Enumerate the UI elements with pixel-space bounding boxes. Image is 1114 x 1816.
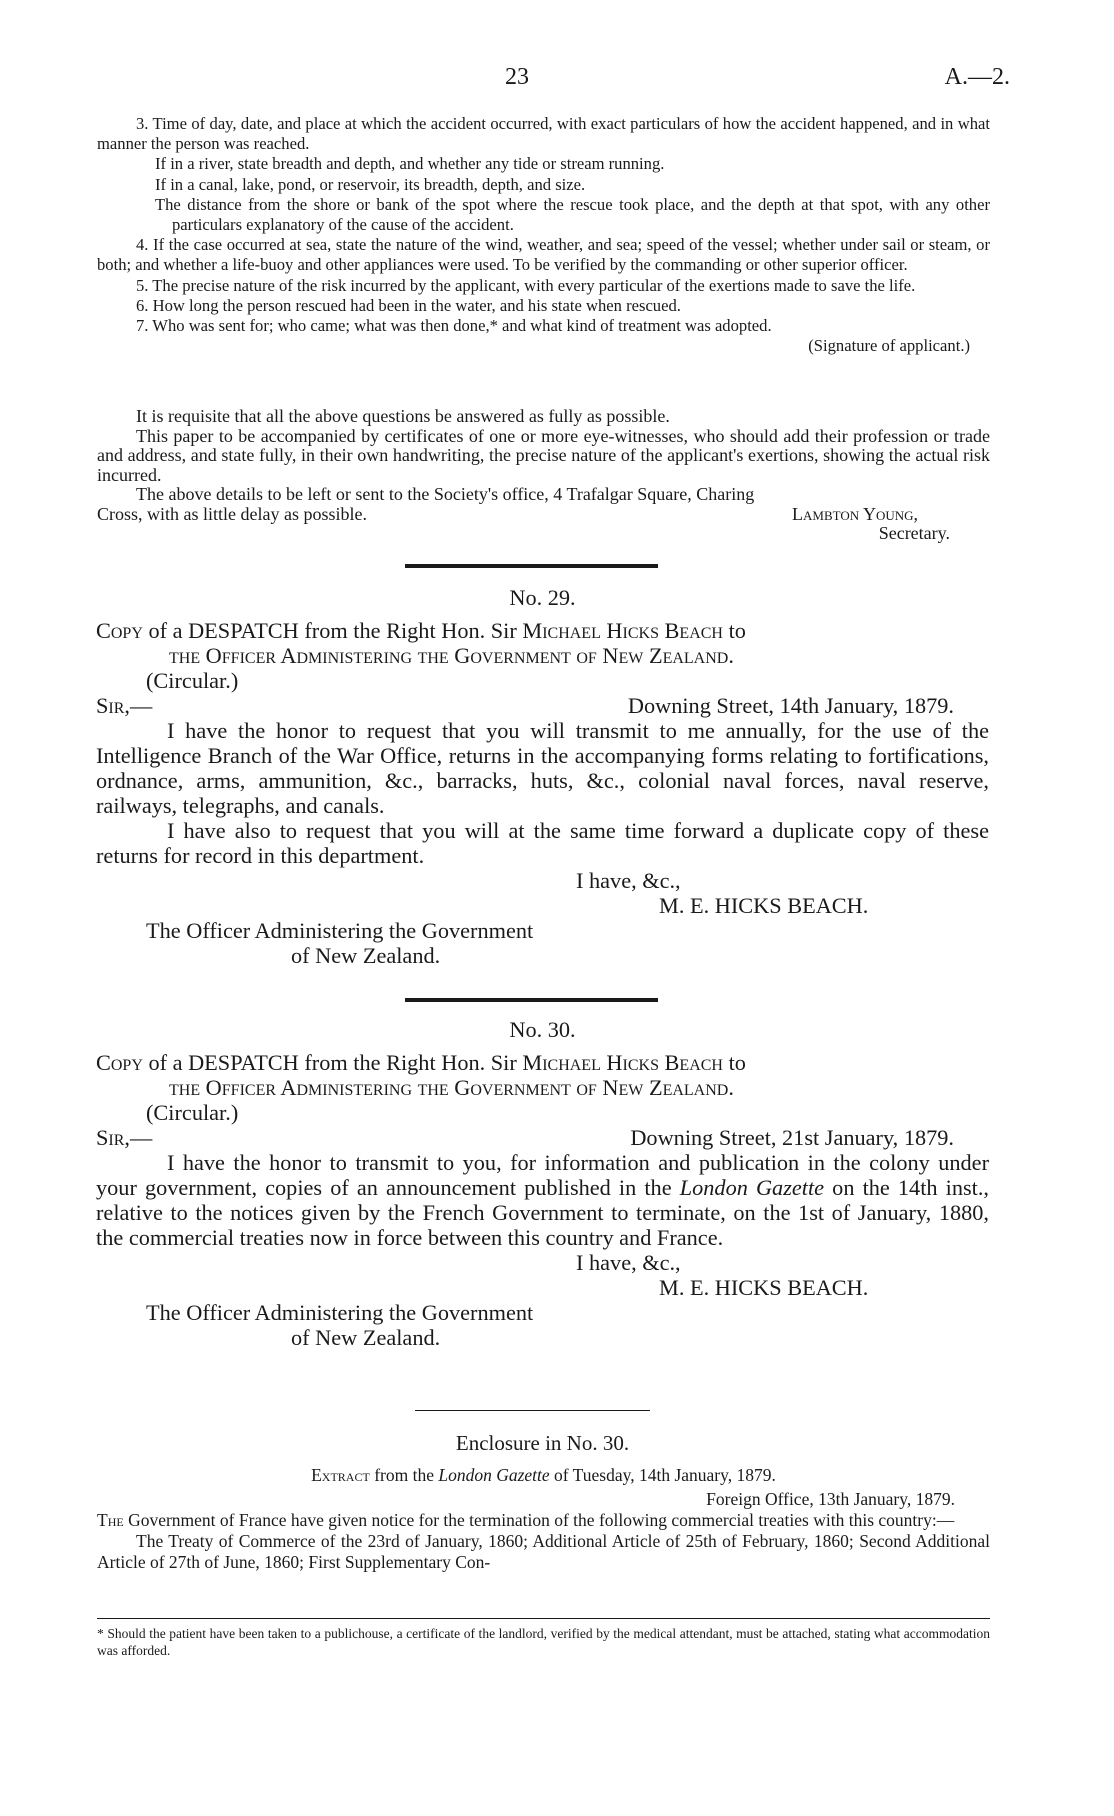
despatch-30-title-line-1: Copy of a DESPATCH from the Right Hon. Sir Michael Hicks Beach to (96, 1050, 746, 1075)
despatch-30-salutation: Sir,— (96, 1125, 153, 1150)
despatch-30-number: No. 30. (509, 1017, 576, 1042)
details-line-1: The above details to be left or sent to the Society's office, 4 Trafalgar Square, Charing (136, 484, 755, 504)
despatch-30-title-line-2: the Officer Administering the Government of New Zealand. (169, 1075, 734, 1100)
signer-title: Secretary. (878, 523, 950, 543)
instruction-item-3: 3. Time of day, date, and place at which the accident occurred, with exact particulars of how the accident happened, and in what manner the person was reached. (97, 114, 990, 154)
instruction-distance: The distance from the shore or bank of the spot where the rescue took place, and the depth at that spot, with any other particulars explanatory of the cause of the accident. (155, 194, 990, 235)
despatch-29-signature: M. E. HICKS BEACH. (659, 893, 869, 918)
details-line-2-row (97, 505, 990, 525)
despatch-30-body: I have the honor to transmit to you, for information and publication in the colony under your government, copies of an announcement published in the London Gazette on the 14th inst., relative to the notices given by the French Government to terminate, on the 1st of January, 1880, the commercial treaties now in force between this country and France. (96, 1150, 990, 1250)
instruction-item-5: 5. The precise nature of the risk incurred by the applicant, with every particular of the exertions made to save the life. (136, 275, 916, 295)
despatch-29-title-line-2: the Officer Administering the Government of New Zealand. (169, 643, 734, 668)
despatch-29-addressee-1: The Officer Administering the Government (146, 918, 534, 943)
enclosure-block (97, 1465, 990, 1573)
despatch-29-closing: I have, &c., (576, 868, 681, 893)
enclosure-paragraph-1: The Government of France have given notice for the termination of the following commercial treaties with this country:— (97, 1510, 955, 1530)
document-reference: A.—2. (944, 64, 1010, 90)
despatch-30-salutation-row (96, 1125, 989, 1150)
despatch-29-place-date: Downing Street, 14th January, 1879. (627, 693, 954, 718)
accompany-text: This paper to be accompanied by certificates of one or more eye-witnesses, who should add their profession or trade and address, and state fully, in their own handwriting, the precise nature of the applicant's exertions, showing the actual risk incurred. (97, 425, 990, 485)
despatch-29-body-1: I have the honor to request that you will transmit to me annually, for the use of the Intelligence Branch of the War Office, returns in the accompanying forms relating to fortifications, ordnance, arms, ammunition, &c., barracks, huts, &c., colonial naval forces, naval reserve, railways, telegraphs, and canals. (96, 718, 989, 818)
despatch-29-circular: (Circular.) (146, 668, 239, 693)
instructions-block (97, 114, 990, 356)
section-divider-2 (405, 998, 658, 1002)
signature-of-applicant: (Signature of applicant.) (808, 336, 970, 356)
footnote-divider (97, 1618, 990, 1619)
requisite-text: It is requisite that all the above questions be answered as fully as possible. (136, 406, 670, 426)
footnote: * Should the patient have been taken to a publichouse, a certificate of the landlord, verified by the medical attendant, must be attached, stating what accommodation was afforded. (97, 1626, 990, 1658)
requirements-block (97, 407, 990, 544)
section-divider (405, 564, 658, 568)
despatch-29-body-2: I have also to request that you will at the same time forward a duplicate copy of these returns for record in this department. (96, 818, 989, 868)
despatch-30 (96, 1017, 989, 1350)
details-line-2: Cross, with as little delay as possible. (97, 503, 367, 524)
instruction-item-7: 7. Who was sent for; who came; what was then done,* and what kind of treatment was adopted. (136, 316, 772, 336)
despatch-30-addressee-1: The Officer Administering the Government (146, 1300, 534, 1325)
signer-name: Lambton Young, (792, 503, 918, 524)
despatch-29-addressee-2: of New Zealand. (291, 943, 441, 968)
enclosure-divider (415, 1410, 650, 1411)
instruction-canal: If in a canal, lake, pond, or reservoir, its breadth, depth, and size. (155, 174, 586, 194)
despatch-29-number: No. 29. (509, 585, 576, 610)
despatch-29-salutation-row (96, 693, 989, 718)
despatch-29-salutation: Sir,— (96, 693, 153, 718)
enclosure-place-date: Foreign Office, 13th January, 1879. (706, 1489, 955, 1509)
instruction-river: If in a river, state breadth and depth, and whether any tide or stream running. (155, 154, 665, 174)
enclosure-heading: Enclosure in No. 30. (455, 1431, 630, 1455)
instruction-item-4: 4. If the case occurred at sea, state the nature of the wind, weather, and sea; speed of the vessel; whether under sail or steam, or both; and whether a life-buoy and other appliances were used. To be verified by the commanding or other superior officer. (97, 235, 990, 275)
despatch-29 (96, 585, 989, 968)
despatch-30-closing: I have, &c., (576, 1250, 681, 1275)
despatch-30-addressee-2: of New Zealand. (291, 1325, 441, 1350)
despatch-29-title-line-1: Copy of a DESPATCH from the Right Hon. Sir Michael Hicks Beach to (96, 618, 746, 643)
despatch-30-signature: M. E. HICKS BEACH. (659, 1275, 869, 1300)
despatch-30-circular: (Circular.) (146, 1100, 239, 1125)
enclosure-extract-line: Extract from the London Gazette of Tuesday, 14th January, 1879. (311, 1465, 776, 1485)
enclosure-paragraph-2: The Treaty of Commerce of the 23rd of January, 1860; Additional Article of 25th of February, 1860; Second Additional Article of 27th of June, 1860; First Supplementary Con- (97, 1531, 990, 1572)
page-header (0, 60, 1114, 100)
page-number: 23 (505, 64, 529, 90)
despatch-30-place-date: Downing Street, 21st January, 1879. (630, 1125, 954, 1150)
instruction-item-6: 6. How long the person rescued had been in the water, and his state when rescued. (136, 295, 681, 315)
